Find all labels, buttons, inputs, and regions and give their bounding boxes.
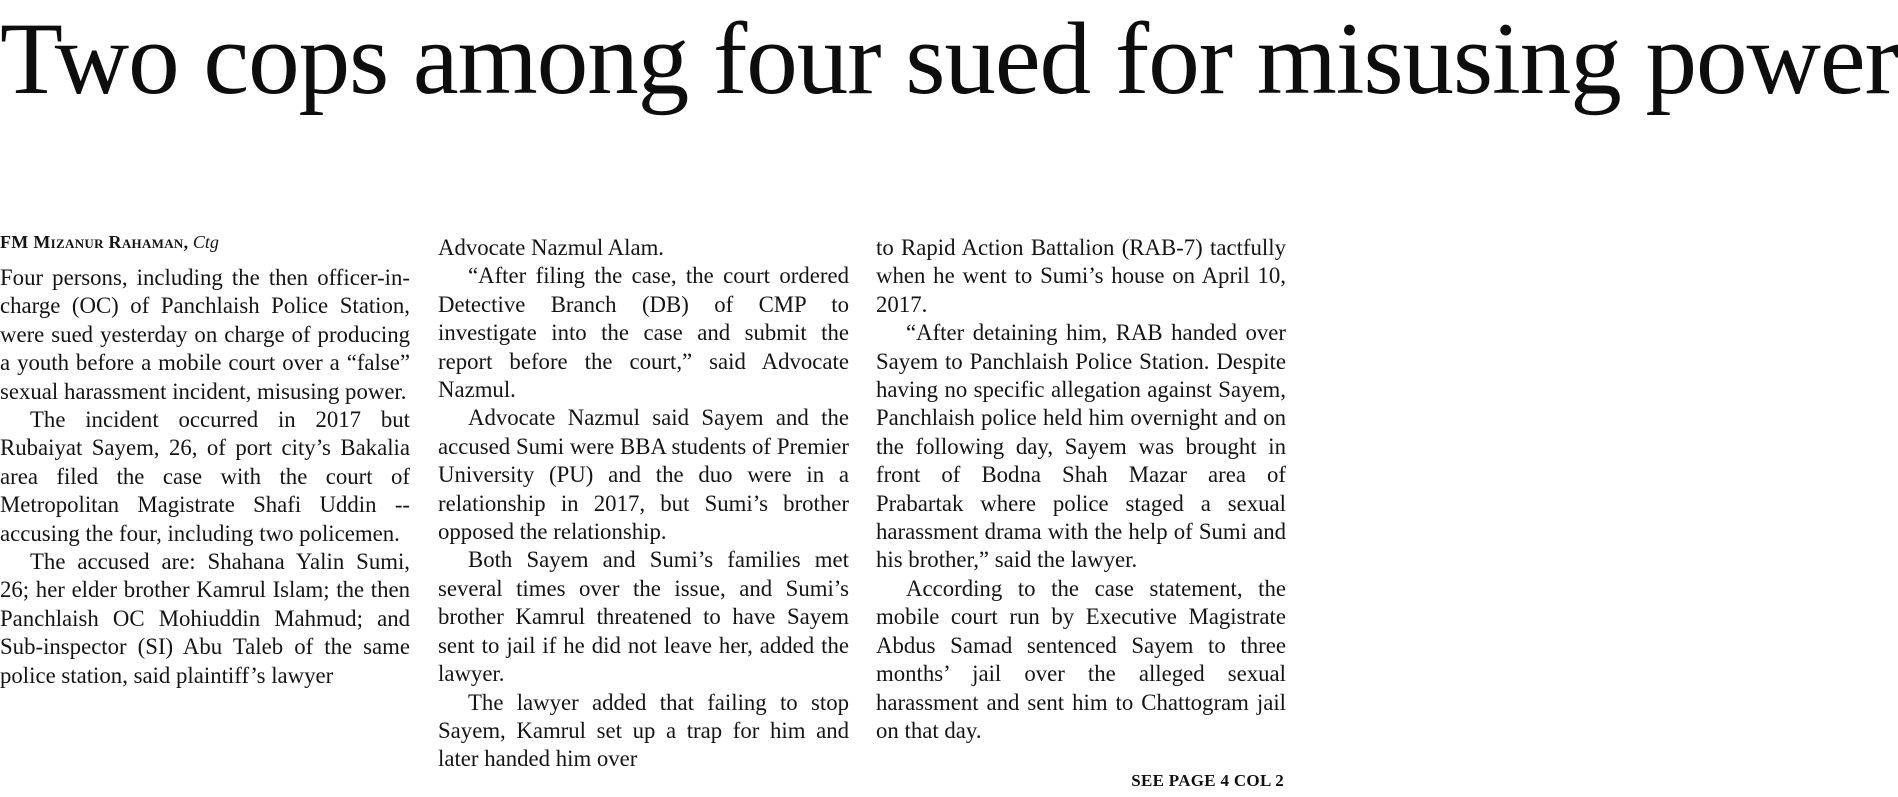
paragraph: “After detaining him, RAB handed over Sayem to Panchlaish Police Station. Despite having no specific allegation against Sayem, Panchlaish police held him overnight and on the following day, Sayem was brought in front of Bodna Shah Mazar area of Prabartak where police staged a sexual harassment drama with the help of Sumi and his brother,” said the lawyer. <box>876 320 1286 573</box>
paragraph: to Rapid Action Battalion (RAB-7) tactfully when he went to Sumi’s house on April 10, 2017. <box>876 235 1286 317</box>
paragraph: The lawyer added that failing to stop Sayem, Kamrul set up a trap for him and later handed him over <box>438 689 849 772</box>
paragraph: Advocate Nazmul said Sayem and the accused Sumi were BBA students of Premier University (PU) and the duo were in a relationship in 2017, but Sumi’s brother opposed the relationship. <box>438 405 849 545</box>
article-column-1 <box>0 230 410 690</box>
byline-name: FM Mizanur Rahaman, <box>0 232 189 252</box>
paragraph: Four persons, including the then officer-in-charge (OC) of Panchlaish Police Station, were sued yesterday on charge of producing a youth before a mobile court over a “false” sexual harassment incident, misusing power. <box>0 265 410 404</box>
paragraph: The accused are: Shahana Yalin Sumi, 26; her elder brother Kamrul Islam; the then Panchlaish OC Mohiuddin Mahmud; and Sub-inspector (SI) Abu Taleb of the same police station, said plaintiff’s lawyer <box>0 549 410 688</box>
article-column-3 <box>876 234 1286 745</box>
headline-text: Two cops among four sued for misusing power <box>0 2 1898 116</box>
paragraph: Advocate Nazmul Alam. <box>438 235 664 260</box>
article-column-2 <box>438 234 849 774</box>
paragraph: “After filing the case, the court ordered Detective Branch (DB) of CMP to investigate into the case and submit the report before the court,” said Advocate Nazmul. <box>438 263 849 403</box>
paragraph: The incident occurred in 2017 but Rubaiyat Sayem, 26, of port city’s Bakalia area filed the case with the court of Metropolitan Magistrate Shafi Uddin -- accusing the four, including two policemen. <box>0 407 410 546</box>
byline <box>0 230 410 254</box>
byline-location: Ctg <box>192 232 219 252</box>
continuation-note: SEE PAGE 4 COL 2 <box>1131 771 1284 790</box>
paragraph: According to the case statement, the mobile court run by Executive Magistrate Abdus Samad sentenced Sayem to three months’ jail over the alleged sexual harassment and sent him to Chattogram jail on that day. <box>876 575 1286 743</box>
paragraph: Both Sayem and Sumi’s families met several times over the issue, and Sumi’s brother Kamrul threatened to have Sayem sent to jail if he did not leave her, added the lawyer. <box>438 547 849 687</box>
headline <box>0 2 1898 116</box>
